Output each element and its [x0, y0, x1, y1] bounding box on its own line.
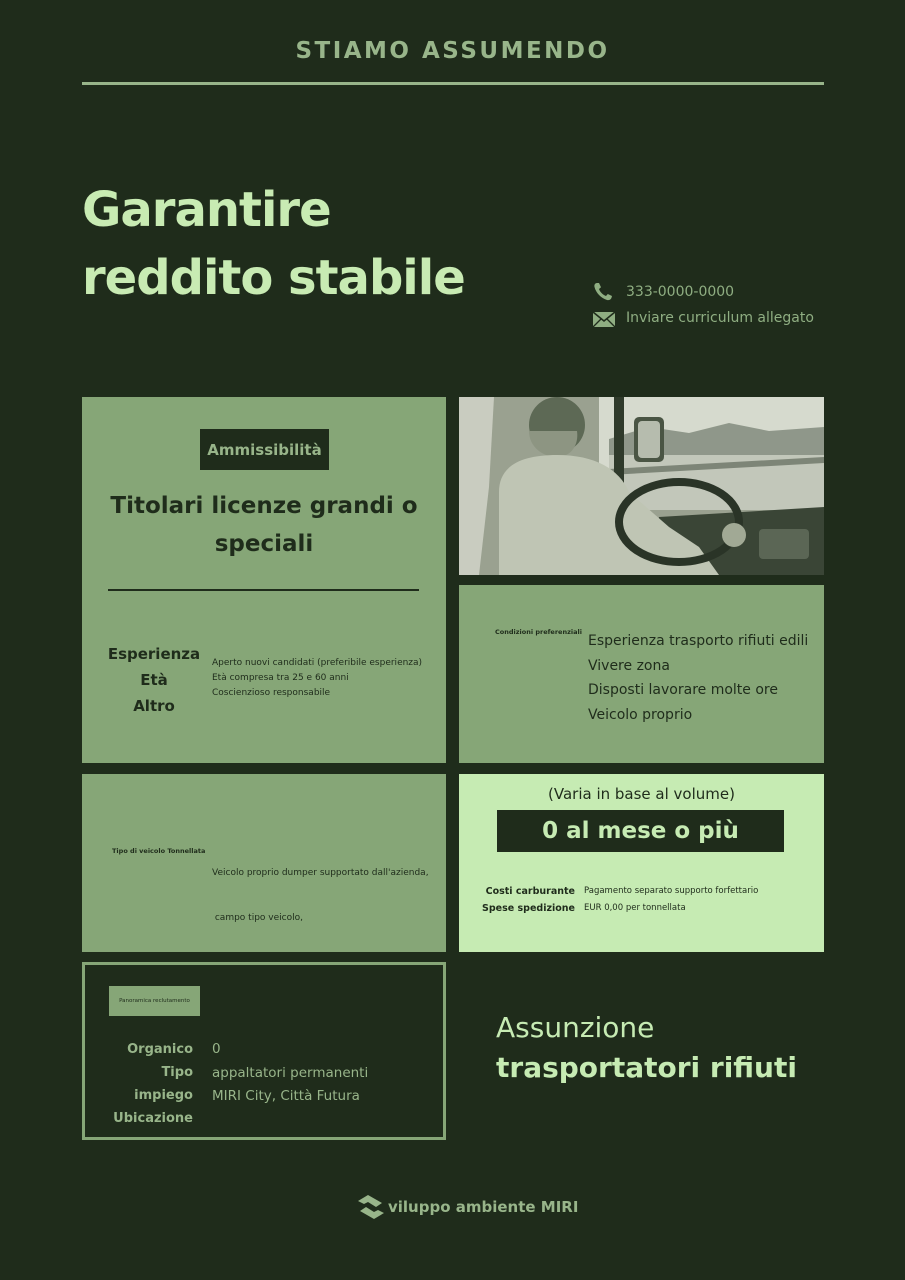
list-item: Vivere zona: [588, 657, 670, 674]
eligibility-value: Età compresa tra 25 e 60 anni: [212, 673, 349, 683]
conditions-panel: [459, 585, 824, 763]
headline: [82, 176, 562, 312]
overview-label: Tipo impiego: [134, 1065, 193, 1103]
pay-note: (Varia in base al volume): [548, 785, 735, 803]
truck-driver-photo: [459, 397, 824, 575]
phone-icon: [592, 282, 616, 302]
vehicle-panel: [82, 774, 446, 952]
overview-value: appaltatori permanenti: [212, 1064, 369, 1081]
recruit-line-2: trasportatori rifiuti: [496, 1051, 797, 1084]
overview-values: [212, 1038, 368, 1109]
overview-value: MIRI City, Città Futura: [212, 1088, 360, 1104]
overview-label: Ubicazione: [113, 1111, 193, 1126]
vehicle-line: Veicolo proprio dumper supportato dall'azienda,: [212, 868, 429, 878]
header-title: STIAMO ASSUMENDO: [295, 38, 610, 64]
footer-brand-text: viluppo ambiente MIRI: [388, 1198, 579, 1216]
contact-phone-text: 333-0000-0000: [626, 284, 735, 300]
brand-logo-icon: [356, 1193, 386, 1221]
pay-value: Pagamento separato supporto forfettario: [584, 886, 759, 896]
overview-label: Organico: [127, 1042, 193, 1057]
headline-line-1: Garantire: [82, 182, 331, 238]
conditions-list: [588, 629, 808, 727]
pay-label: Spese spedizione: [482, 903, 575, 914]
vehicle-label: Tipo di veicolo Tonnellata: [112, 847, 206, 855]
overview-badge: Panoramica reclutamento: [109, 986, 200, 1016]
overview-value: 0: [212, 1041, 221, 1057]
eligibility-value: Coscienzioso responsabile: [212, 688, 331, 698]
headline-line-2: reddito stabile: [82, 250, 465, 306]
footer-brand: [356, 1193, 578, 1221]
pay-values: [584, 883, 758, 917]
list-item: Veicolo proprio: [588, 706, 693, 723]
header-divider: [82, 82, 824, 85]
conditions-label: Condizioni preferenziali: [495, 628, 582, 636]
list-item: Esperienza trasporto rifiuti edili: [588, 633, 809, 649]
eligibility-title: Titolari licenze grandi o speciali: [110, 493, 418, 557]
eligibility-label: Altro: [133, 697, 175, 715]
pay-amount: 0 al mese o più: [497, 810, 784, 852]
eligibility-panel: [82, 397, 446, 763]
overview-panel: [82, 962, 446, 1140]
eligibility-divider: [108, 589, 419, 591]
pay-labels: [479, 883, 575, 917]
contact-email[interactable]: [592, 308, 814, 328]
list-item: Disposti lavorare molte ore: [588, 682, 778, 698]
vehicle-line: campo tipo veicolo,: [212, 913, 303, 923]
pay-label: Costi carburante: [485, 886, 575, 897]
eligibility-values: [212, 656, 422, 701]
eligibility-label: Esperienza: [107, 645, 201, 663]
contact-email-text: Inviare curriculum allegato: [626, 310, 814, 326]
mail-icon: [592, 308, 616, 328]
eligibility-label: Età: [140, 671, 168, 689]
pay-value: EUR 0,00 per tonnellata: [584, 903, 686, 913]
eligibility-labels: [102, 641, 206, 719]
recruit-line-1: Assunzione: [496, 1011, 655, 1044]
recruit-heading: [496, 1008, 797, 1088]
pay-panel: [459, 774, 824, 952]
overview-labels: [101, 1038, 193, 1130]
eligibility-badge: Ammissibilità: [200, 429, 329, 470]
truck-driver-illustration: [459, 397, 824, 575]
eligibility-value: Aperto nuovi candidati (preferibile esperienza): [212, 658, 423, 668]
contact-phone[interactable]: [592, 282, 734, 302]
